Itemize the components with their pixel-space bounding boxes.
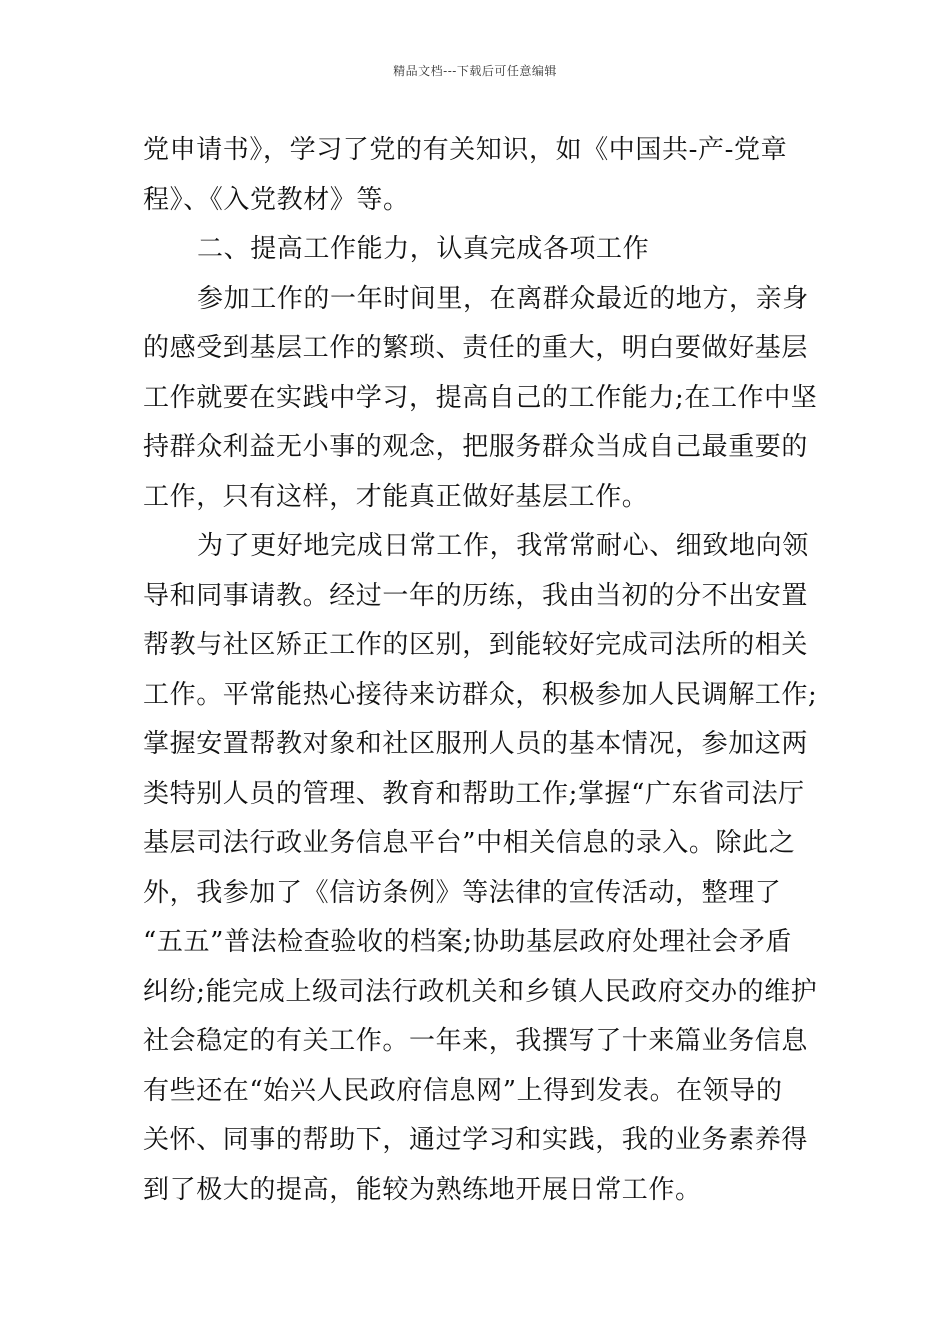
paragraph-start: 参加工作的一年时间里，在离群众最近的地方，亲身 [197,283,809,314]
text-line: “五五”普法检查验收的档案;协助基层政府处理社会矛盾 [143,927,792,957]
text-line: 程》、《入党教材》等。 [143,184,410,215]
text-line: 导和同事请教。经过一年的历练，我由当初的分不出安置 [143,580,809,611]
text-line: 工作。平常能热心接待来访群众，积极参加人民调解工作; [143,679,818,710]
text-line: 掌握安置帮教对象和社区服刑人员的基本情况，参加这两 [143,729,809,759]
document-body [143,126,818,1215]
section-heading: 二、提高工作能力，认真完成各项工作 [197,234,650,264]
text-line: 工作，只有这样，才能真正做好基层工作。 [143,481,649,512]
text-line: 的感受到基层工作的繁琐、责任的重大，明白要做好基层 [143,333,809,363]
text-line: 关怀、同事的帮助下，通过学习和实践，我的业务素养得 [143,1125,809,1155]
text-line: 帮教与社区矫正工作的区别，到能较好完成司法所的相关 [143,630,809,660]
text-line: 外，我参加了《信访条例》等法律的宣传活动，整理了 [143,877,782,908]
text-line: 党申请书》，学习了党的有关知识，如《中国共-产-党章 [143,135,788,165]
text-line: 类特别人员的管理、教育和帮助工作;掌握“广东省司法厅 [143,778,805,809]
text-line: 社会稳定的有关工作。一年来，我撰写了十来篇业务信息 [143,1026,809,1056]
text-line: 工作就要在实践中学习，提高自己的工作能力;在工作中坚 [143,382,818,413]
paragraph-start: 为了更好地完成日常工作，我常常耐心、细致地向领 [197,531,809,561]
text-line: 基层司法行政业务信息平台”中相关信息的录入。除此之 [143,828,796,858]
page-header: 精品文档---下载后可任意编辑 [393,64,557,78]
text-line: 有些还在“始兴人民政府信息网”上得到发表。在领导的 [143,1075,783,1106]
text-line: 纠纷;能完成上级司法行政机关和乡镇人民政府交办的维护 [143,976,818,1007]
text-line: 持群众利益无小事的观念，把服务群众当成自己最重要的 [143,432,809,462]
text-line: 到了极大的提高，能较为熟练地开展日常工作。 [143,1174,702,1205]
